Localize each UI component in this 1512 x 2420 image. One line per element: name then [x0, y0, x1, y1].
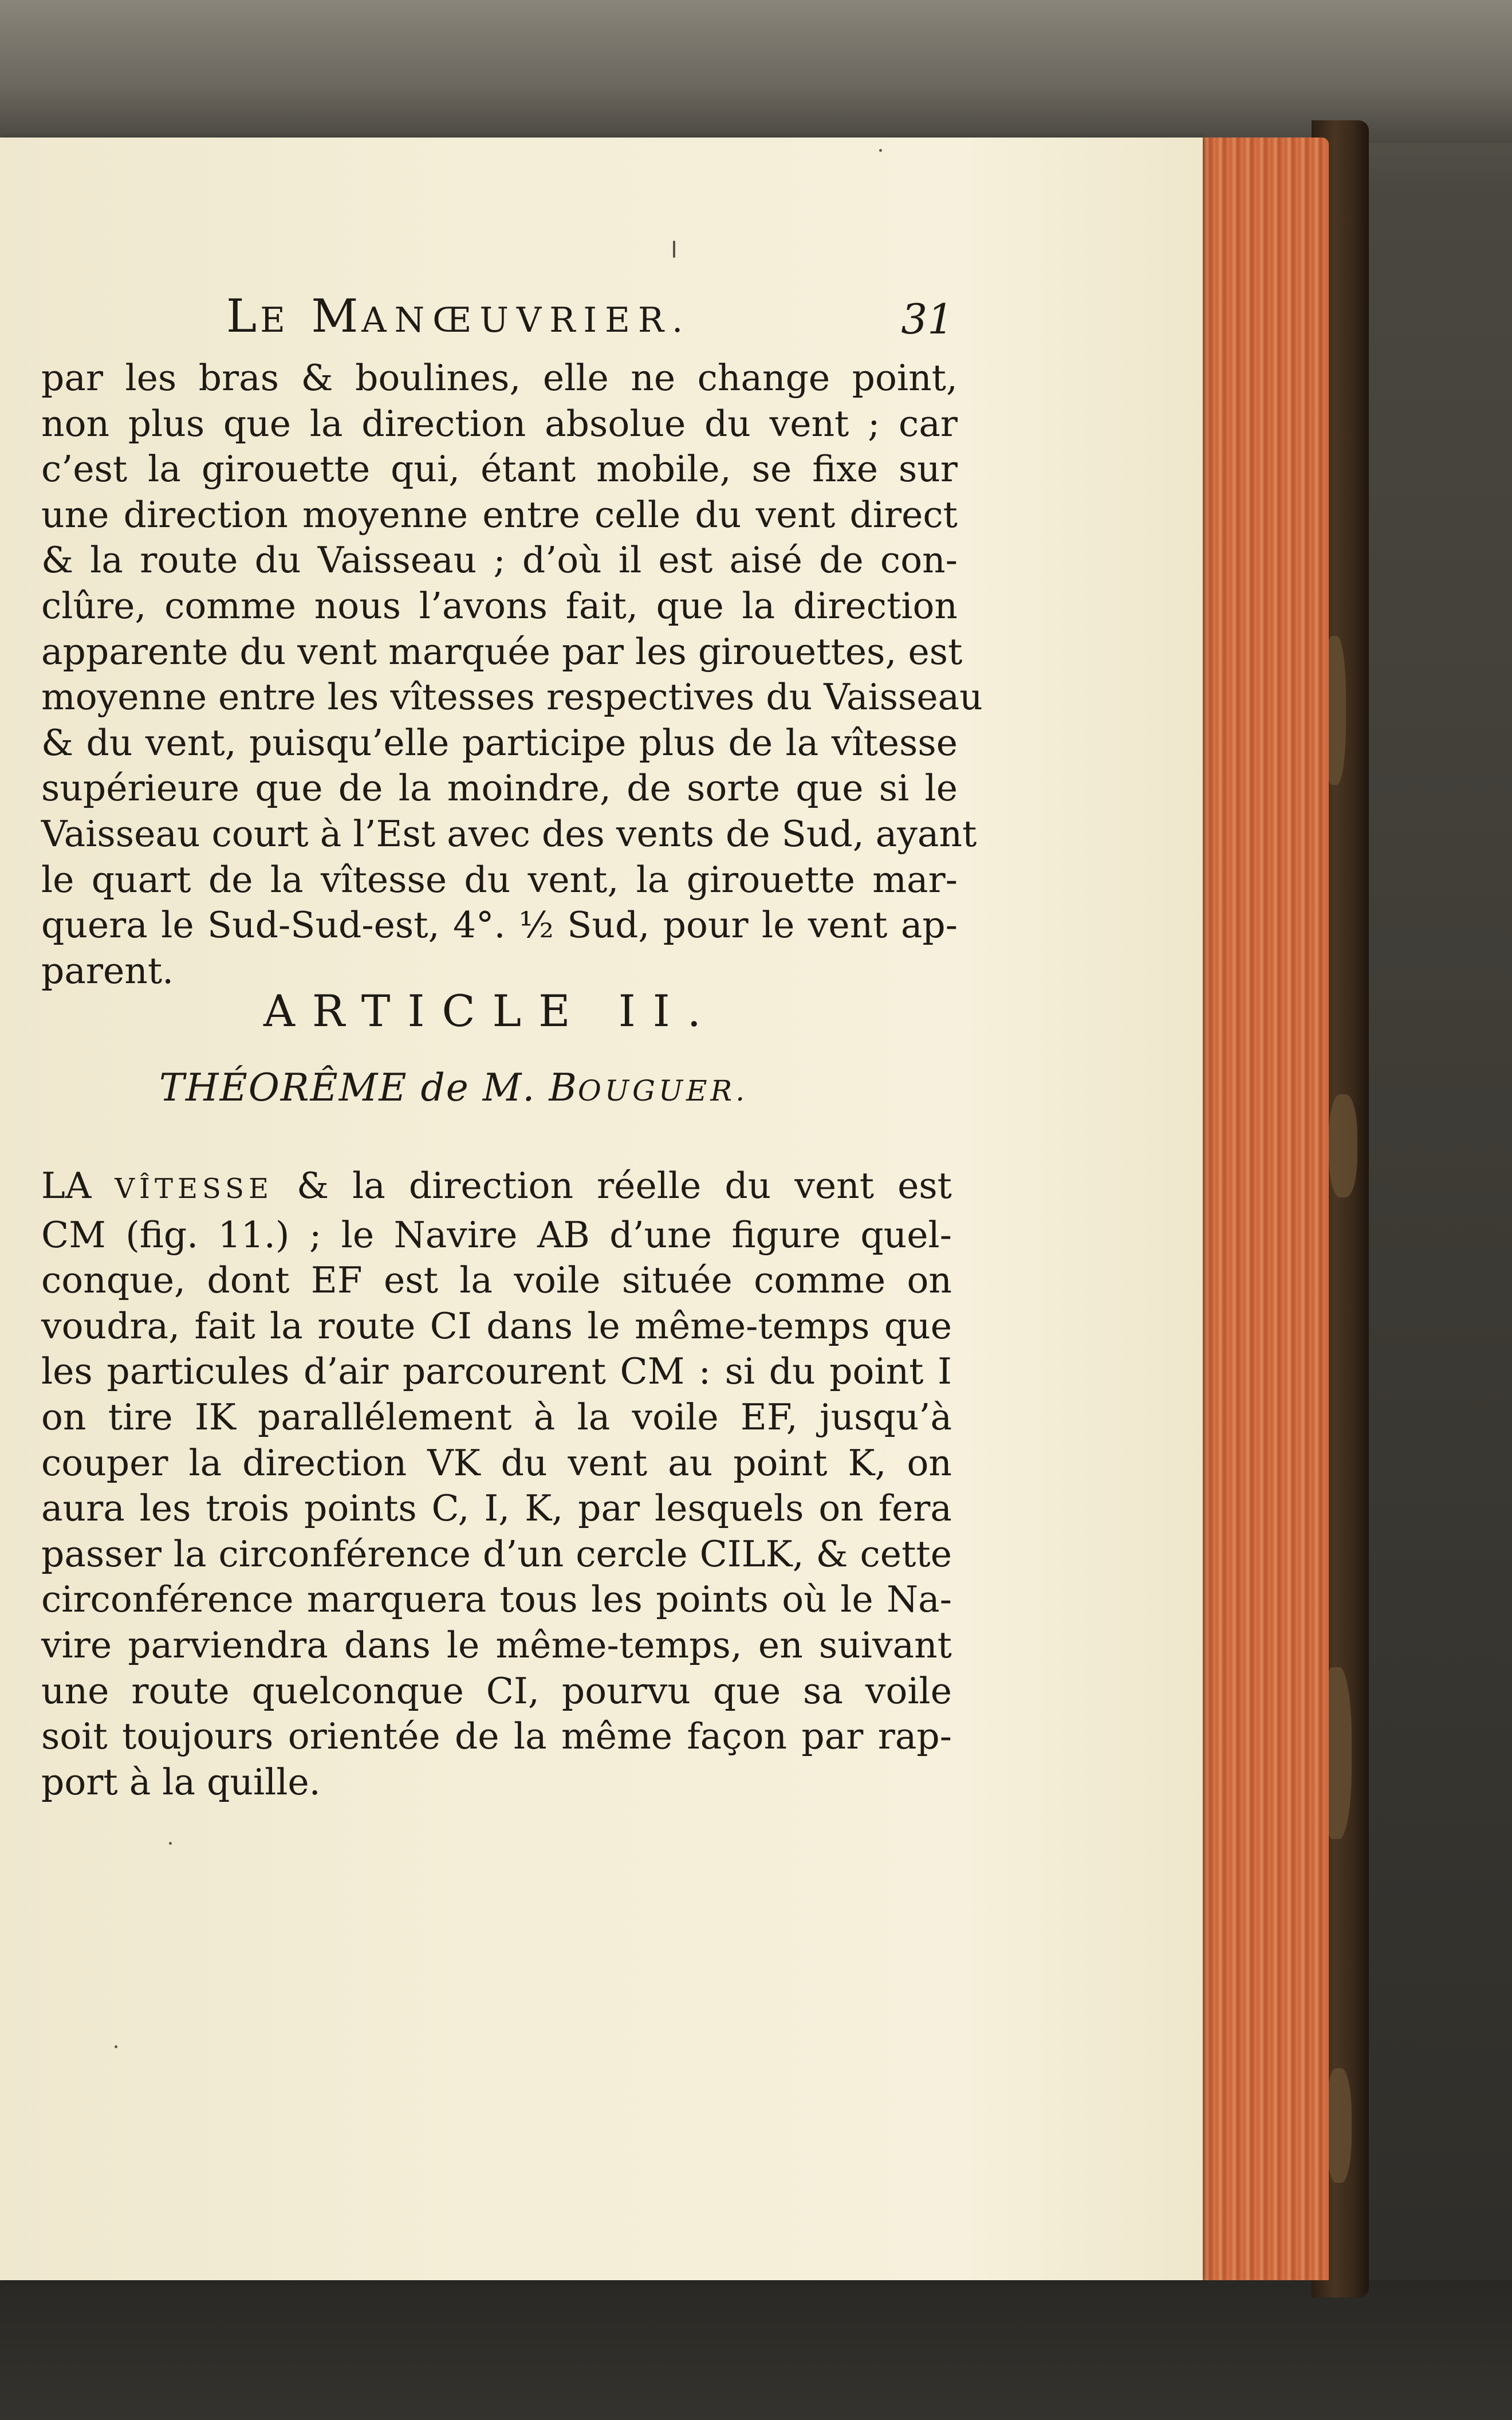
text-line-lead: [41, 1163, 952, 1212]
cover-wear-spot: [1329, 1094, 1357, 1197]
lead-caps: LA: [41, 1165, 92, 1207]
text-line: apparente du vent marquée par les girouettes, est: [41, 630, 963, 673]
text-line: soit toujours orientée de la même façon par rap-: [41, 1715, 952, 1758]
theorem-title: THÉORÊME: [159, 1066, 408, 1110]
text-line: aura les trois points C, I, K, par lesquels on fera: [41, 1487, 952, 1530]
running-title-initial: L: [226, 289, 261, 343]
theorem-heading: [159, 1066, 748, 1110]
text-line: par les bras & boulines, elle ne change point,: [41, 357, 958, 399]
running-title-m: M: [311, 289, 362, 343]
text-line: une direction moyenne entre celle du vent direct: [41, 493, 958, 536]
page-number: 31: [901, 295, 954, 343]
text-line: les particules d’air parcourent CM : si du point I: [41, 1350, 952, 1393]
text-line: c’est la girouette qui, étant mobile, se fixe sur: [41, 448, 958, 490]
text-line: CM (fig. 11.) ; le Navire AB d’une figure quel-: [41, 1213, 952, 1256]
text-line: port à la quille.: [41, 1761, 321, 1803]
lead-smallcaps: VÎTESSE: [115, 1173, 274, 1205]
text-line: moyenne entre les vîtesses respectives du Vaisseau: [41, 676, 983, 718]
running-title: [226, 289, 691, 343]
text-line: & la route du Vaisseau ; d’où il est aisé de con-: [41, 539, 958, 582]
page-edges: [1200, 138, 1329, 2280]
theorem-m: M.: [482, 1066, 536, 1110]
paragraph-1: [41, 355, 983, 993]
text-line: & du vent, puisqu’elle participe plus de la vîtesse: [41, 721, 958, 764]
text-line: couper la direction VK du vent au point K, on: [41, 1441, 952, 1484]
theorem-de: de: [420, 1066, 470, 1110]
running-title-e: E: [260, 300, 293, 340]
text-line: supérieure que de la moindre, de sorte que si le: [41, 767, 958, 810]
paragraph-2: [41, 1163, 952, 1805]
theorem-author-rest: OUGUER.: [577, 1074, 749, 1107]
ink-speck: [879, 149, 882, 152]
text-line: parent.: [41, 949, 174, 992]
text-line: une route quelconque CI, pourvu que sa voile: [41, 1669, 952, 1712]
running-header: [226, 289, 954, 341]
text-line: passer la circonférence d’un cercle CILK, & cette: [41, 1533, 952, 1575]
scan-top-shadow: [0, 0, 1512, 143]
text-line: le quart de la vîtesse du vent, la girouette mar-: [41, 858, 958, 901]
text-line: on tire IK parallélement à la voile EF, jusqu’à: [41, 1396, 952, 1438]
ink-speck: [673, 241, 675, 258]
article-heading: ARTICLE II.: [263, 985, 718, 1036]
lead-rest: & la direction réelle du vent est: [297, 1165, 952, 1207]
running-title-rest: ANŒUVRIER.: [361, 300, 691, 340]
text-line: Vaisseau court à l’Est avec des vents de Sud, ayant: [41, 812, 977, 855]
cover-wear-spot: [1326, 2068, 1352, 2183]
theorem-author-initial: B: [549, 1066, 578, 1110]
text-line: voudra, fait la route CI dans le même-temps que: [41, 1305, 952, 1347]
ink-speck: [115, 2045, 117, 2048]
ink-speck: [169, 1842, 172, 1845]
text-line: non plus que la direction absolue du vent ; car: [41, 402, 958, 445]
scan-bottom-band: [0, 2280, 1512, 2420]
text-line: vire parviendra dans le même-temps, en suivant: [41, 1624, 952, 1666]
text-line: conque, dont EF est la voile située comme on: [41, 1259, 952, 1302]
text-line: clûre, comme nous l’avons fait, que la direction: [41, 584, 958, 627]
text-line: circonférence marquera tous les points où le Na-: [41, 1578, 952, 1621]
text-line: quera le Sud-Sud-est, 4°. ½ Sud, pour le vent ap-: [41, 904, 958, 946]
